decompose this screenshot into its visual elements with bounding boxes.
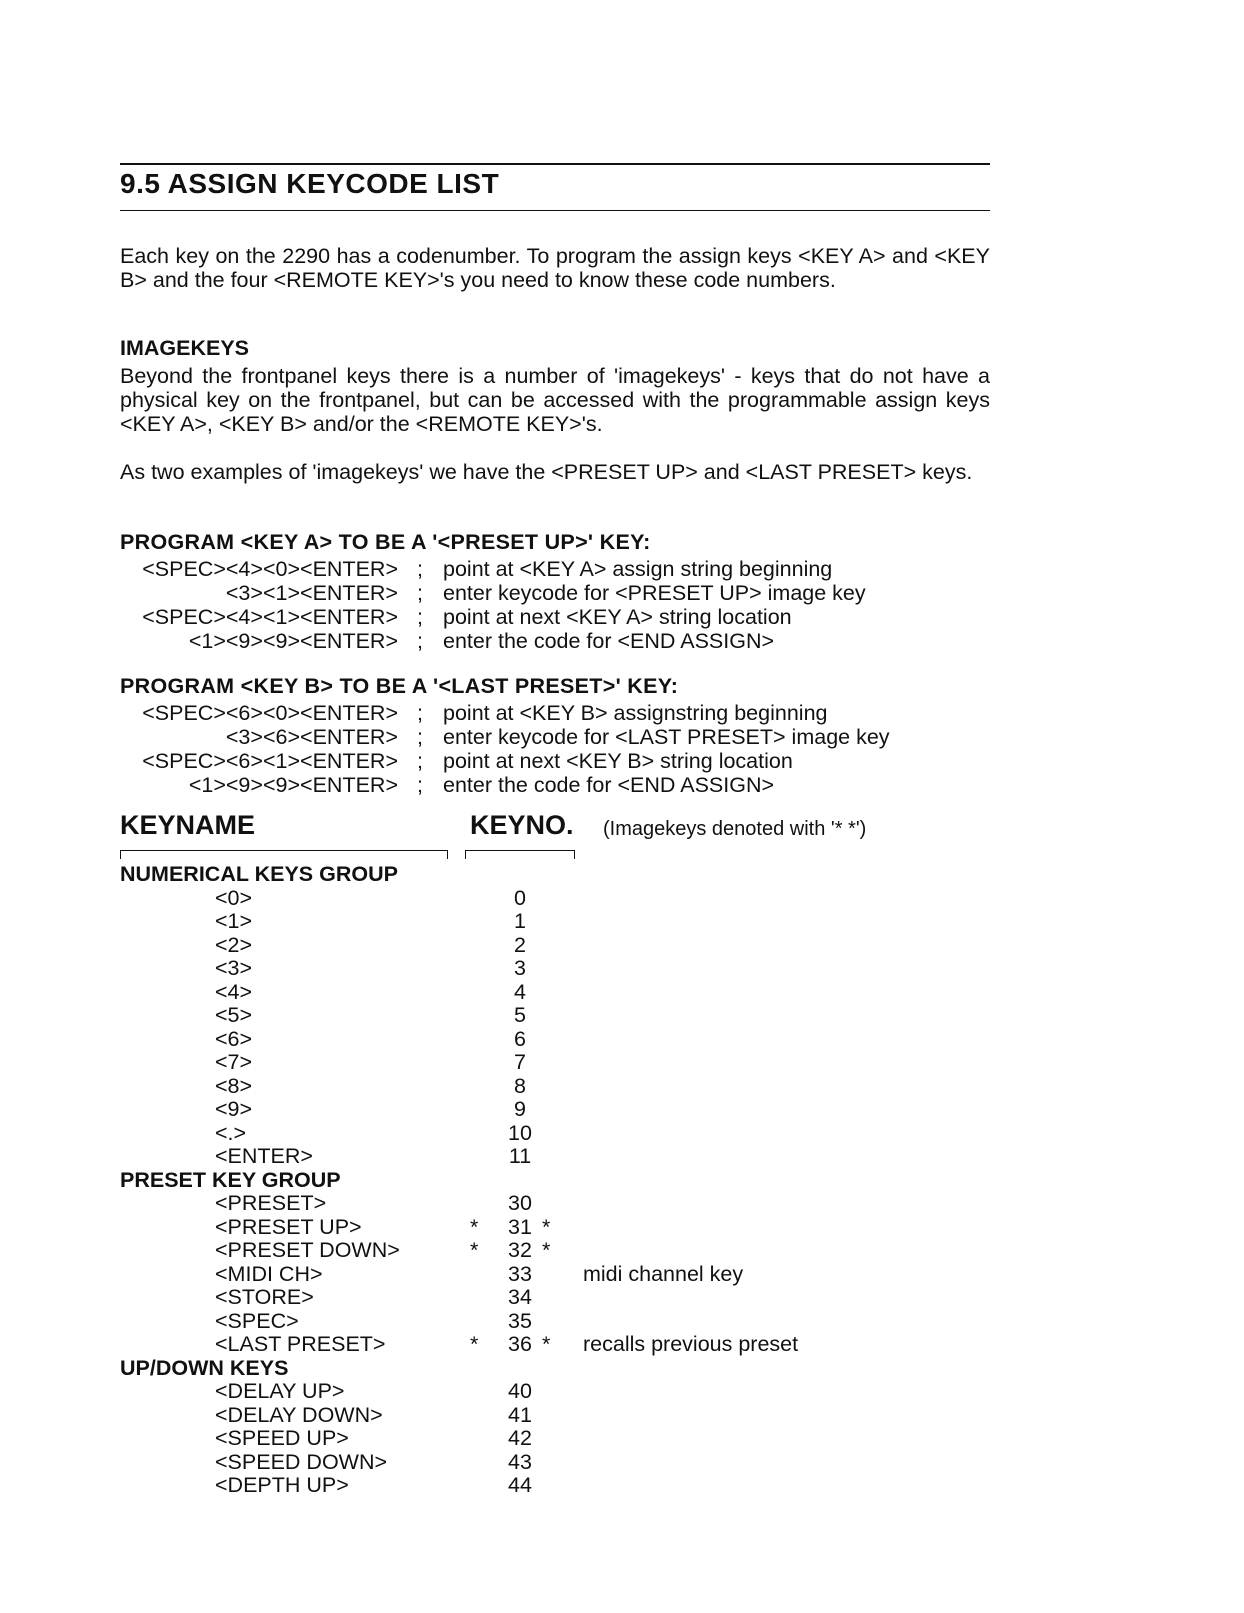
program-key-a-steps: [120, 557, 990, 653]
step-separator: ;: [417, 725, 423, 749]
step-description: point at <KEY B> assignstring beginning: [443, 701, 828, 725]
group-name: UP/DOWN KEYS: [120, 1355, 289, 1380]
key-number: 35: [508, 1308, 532, 1333]
program-step: [120, 605, 990, 629]
keyname-bracket: [120, 850, 448, 859]
step-keys: <SPEC><4><1><ENTER>: [142, 605, 398, 629]
group-name: PRESET KEY GROUP: [120, 1167, 341, 1192]
step-keys: <3><6><ENTER>: [225, 725, 398, 749]
key-name: <2>: [215, 932, 253, 957]
step-separator: ;: [417, 581, 423, 605]
table-row: [120, 887, 990, 911]
key-name: <DELAY UP>: [215, 1379, 345, 1403]
program-step: [120, 773, 990, 797]
key-name: <.>: [215, 1120, 247, 1145]
step-keys: <SPEC><6><1><ENTER>: [142, 749, 398, 773]
key-name: <DELAY DOWN>: [215, 1402, 383, 1427]
program-step: [120, 629, 990, 653]
key-number: 33: [508, 1261, 532, 1286]
key-number: 7: [514, 1050, 526, 1074]
step-separator: ;: [417, 605, 423, 629]
imagekey-marker: *: [470, 1238, 479, 1262]
program-key-b-title: PROGRAM <KEY B> TO BE A '<LAST PRESET>' KEY:: [120, 674, 679, 698]
key-name: <SPEED UP>: [215, 1426, 349, 1450]
program-key-b-steps: [120, 701, 990, 797]
key-number: 11: [508, 1144, 532, 1168]
table-row: [120, 1239, 990, 1263]
table-row: [120, 1286, 990, 1310]
key-number: 8: [514, 1073, 526, 1098]
key-number: 10: [508, 1120, 532, 1145]
imagekey-marker: *: [470, 1332, 479, 1356]
group-name: NUMERICAL KEYS GROUP: [120, 862, 398, 886]
key-comment: recalls previous preset: [583, 1332, 799, 1356]
imagekey-marker: *: [542, 1238, 551, 1262]
key-name: <4>: [215, 979, 253, 1004]
step-separator: ;: [417, 773, 423, 797]
table-row: [120, 1004, 990, 1028]
table-row: [120, 1051, 990, 1075]
key-number: 40: [508, 1379, 532, 1403]
keyno-bracket: [465, 850, 575, 859]
table-row: [120, 1310, 990, 1334]
imagekey-marker: *: [470, 1214, 479, 1239]
key-number: 1: [514, 909, 526, 933]
step-description: point at next <KEY A> string location: [443, 605, 792, 629]
key-number: 6: [514, 1026, 526, 1051]
keycode-table: [120, 863, 990, 1498]
key-number: 3: [514, 956, 526, 980]
imagekey-marker: *: [542, 1332, 551, 1356]
key-name: <MIDI CH>: [215, 1261, 323, 1286]
step-description: enter keycode for <LAST PRESET> image key: [443, 725, 890, 749]
key-name: <PRESET UP>: [215, 1214, 362, 1239]
table-row: [120, 1427, 990, 1451]
program-key-a-title: PROGRAM <KEY A> TO BE A '<PRESET UP>' KEY:: [120, 530, 651, 554]
key-number: 0: [514, 885, 526, 910]
step-keys: <1><9><9><ENTER>: [188, 773, 398, 797]
key-name: <PRESET DOWN>: [215, 1238, 400, 1262]
key-name: <DEPTH UP>: [215, 1473, 349, 1497]
key-number: 34: [508, 1285, 532, 1309]
step-description: point at next <KEY B> string location: [443, 749, 793, 773]
key-name: <5>: [215, 1003, 253, 1027]
key-number: 30: [508, 1191, 532, 1215]
table-row: [120, 934, 990, 958]
table-row: [120, 910, 990, 934]
table-row: [120, 1474, 990, 1498]
step-description: point at <KEY A> assign string beginning: [443, 557, 833, 581]
key-name: <SPEC>: [215, 1308, 299, 1333]
key-number: 43: [508, 1449, 532, 1474]
program-step: [120, 749, 990, 773]
step-separator: ;: [417, 701, 423, 725]
step-description: enter the code for <END ASSIGN>: [443, 629, 775, 653]
key-name: <9>: [215, 1097, 253, 1121]
key-number: 5: [514, 1003, 526, 1027]
table-row: [120, 1122, 990, 1146]
group-heading: [120, 1357, 990, 1381]
table-row: [120, 1098, 990, 1122]
table-row: [120, 981, 990, 1005]
table-row: [120, 1216, 990, 1240]
program-step: [120, 557, 990, 581]
key-name: <SPEED DOWN>: [215, 1449, 388, 1474]
key-name: <STORE>: [215, 1285, 314, 1309]
program-step: [120, 701, 990, 725]
step-keys: <SPEC><4><0><ENTER>: [142, 557, 398, 581]
key-number: 4: [514, 979, 526, 1004]
imagekeys-paragraph: Beyond the frontpanel keys there is a number of 'imagekeys' - keys that do not have a physical key on the frontpanel, but can be accessed with the programmable assign keys <KEY A>, <KEY B> and/or the <REMOTE KEY>'s.: [120, 364, 990, 436]
key-name: <6>: [215, 1026, 253, 1051]
table-row: [120, 1028, 990, 1052]
program-step: [120, 725, 990, 749]
table-row: [120, 957, 990, 981]
program-step: [120, 581, 990, 605]
key-number: 41: [508, 1402, 532, 1427]
table-row: [120, 1075, 990, 1099]
imagekey-marker: *: [542, 1214, 551, 1239]
intro-paragraph: Each key on the 2290 has a codenumber. To program the assign keys <KEY A> and <KEY B> and the four <REMOTE KEY>'s you need to know these code numbers.: [120, 244, 990, 292]
key-number: 32: [508, 1238, 532, 1262]
table-row: [120, 1333, 990, 1357]
group-heading: [120, 1169, 990, 1193]
step-keys: <1><9><9><ENTER>: [188, 629, 398, 653]
table-row: [120, 1263, 990, 1287]
table-row: [120, 1451, 990, 1475]
key-name: <LAST PRESET>: [215, 1332, 386, 1356]
key-number: 44: [508, 1473, 532, 1497]
key-name: <ENTER>: [215, 1144, 313, 1168]
key-number: 9: [514, 1097, 526, 1121]
key-number: 31: [508, 1214, 532, 1239]
key-number: 36: [508, 1332, 532, 1356]
key-name: <8>: [215, 1073, 253, 1098]
title-rule-top: [120, 163, 990, 165]
section-title: 9.5 ASSIGN KEYCODE LIST: [120, 168, 500, 199]
key-name: <1>: [215, 909, 253, 933]
table-row: [120, 1404, 990, 1428]
step-separator: ;: [417, 557, 423, 581]
key-name: <7>: [215, 1050, 253, 1074]
key-name: <3>: [215, 956, 253, 980]
table-row: [120, 1145, 990, 1169]
step-description: enter keycode for <PRESET UP> image key: [443, 581, 866, 605]
table-row: [120, 1192, 990, 1216]
imagekeys-examples-paragraph: As two examples of 'imagekeys' we have the <PRESET UP> and <LAST PRESET> keys.: [120, 460, 973, 484]
key-number: 2: [514, 932, 526, 957]
key-name: <0>: [215, 885, 253, 910]
imagekeys-note: (Imagekeys denoted with '* *'): [603, 818, 867, 840]
step-keys: <SPEC><6><0><ENTER>: [142, 701, 398, 725]
key-name: <PRESET>: [215, 1191, 327, 1215]
keyname-column-header: KEYNAME: [120, 810, 256, 840]
table-row: [120, 1380, 990, 1404]
group-heading: [120, 863, 990, 887]
keyno-column-header: KEYNO.: [470, 810, 574, 840]
title-rule-bottom: [120, 210, 990, 211]
step-separator: ;: [417, 629, 423, 653]
step-keys: <3><1><ENTER>: [225, 581, 398, 605]
imagekeys-heading: IMAGEKEYS: [120, 336, 250, 360]
key-comment: midi channel key: [583, 1261, 744, 1286]
step-separator: ;: [417, 749, 423, 773]
step-description: enter the code for <END ASSIGN>: [443, 773, 775, 797]
key-number: 42: [508, 1426, 532, 1450]
